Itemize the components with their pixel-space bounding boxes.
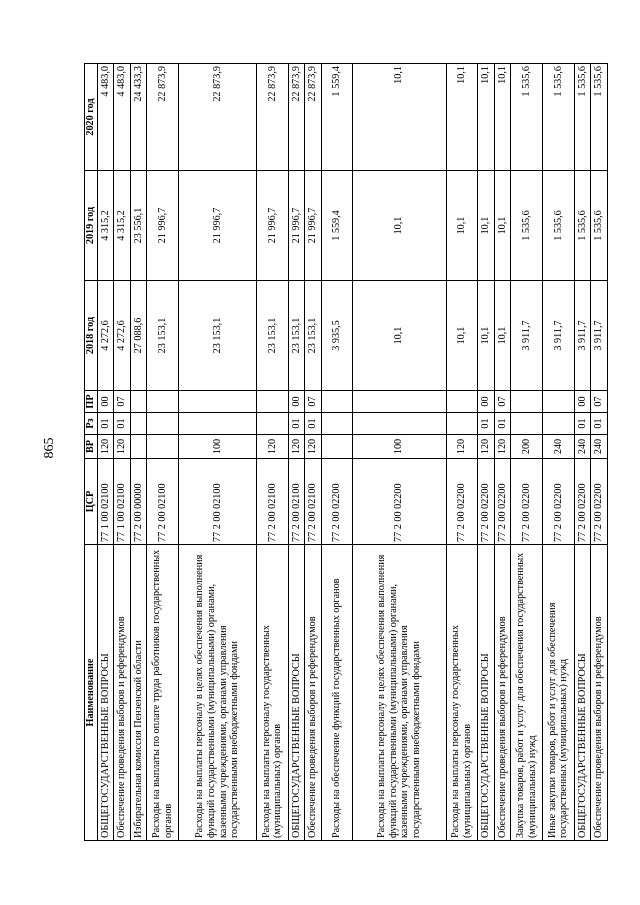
cell-pr: 07 xyxy=(591,391,608,413)
cell-pr: 00 xyxy=(574,391,591,413)
cell-rz: 01 xyxy=(288,413,305,435)
cell-vr: 120 xyxy=(446,435,478,459)
cell-name: ОБЩЕГОСУДАРСТВЕННЫЕ ВОПРОСЫ xyxy=(288,545,305,841)
table-row xyxy=(130,64,147,841)
cell-csr: 77 2 00 02200 xyxy=(591,459,608,545)
cell-2018: 4 272,6 xyxy=(114,281,131,391)
cell-csr: 77 1 00 02100 xyxy=(114,459,131,545)
cell-rz xyxy=(147,413,179,435)
cell-csr: 77 2 00 02200 xyxy=(478,459,495,545)
cell-2019: 21 996,7 xyxy=(179,171,257,281)
cell-2019: 4 315,2 xyxy=(114,171,131,281)
cell-2020: 1 559,4 xyxy=(321,64,352,171)
cell-2019: 21 996,7 xyxy=(305,171,322,281)
cell-pr xyxy=(446,391,478,413)
cell-csr: 77 2 00 02100 xyxy=(147,459,179,545)
rotated-table-container xyxy=(84,64,608,841)
cell-2019: 1 535,6 xyxy=(574,171,591,281)
cell-name: Обеспечение проведения выборов и референдумов xyxy=(591,545,608,841)
cell-2020: 22 873,9 xyxy=(305,64,322,171)
budget-table xyxy=(84,63,608,841)
header-vr: ВР xyxy=(85,435,98,459)
cell-csr: 77 1 00 02100 xyxy=(97,459,114,545)
cell-csr: 77 2 00 00000 xyxy=(130,459,147,545)
cell-name: ОБЩЕГОСУДАРСТВЕННЫЕ ВОПРОСЫ xyxy=(574,545,591,841)
cell-vr: 240 xyxy=(574,435,591,459)
header-2019: 2019 год xyxy=(85,171,98,281)
cell-2020: 22 873,9 xyxy=(256,64,288,171)
cell-2020: 1 535,6 xyxy=(543,64,575,171)
cell-vr: 100 xyxy=(352,435,446,459)
cell-2019: 1 535,6 xyxy=(511,171,543,281)
cell-name: Расходы на выплаты персоналу в целях обеспечения выполнения функций государственными (муниципальными) органами, казенными учреждениями, органами управления государственными внебюджетными фондами xyxy=(179,545,257,841)
cell-pr xyxy=(147,391,179,413)
cell-pr xyxy=(352,391,446,413)
cell-vr: 120 xyxy=(256,435,288,459)
cell-rz xyxy=(543,413,575,435)
table-header-row xyxy=(85,64,98,841)
cell-csr: 77 2 00 02200 xyxy=(321,459,352,545)
cell-pr xyxy=(511,391,543,413)
cell-2020: 4 483,0 xyxy=(114,64,131,171)
cell-vr: 100 xyxy=(179,435,257,459)
cell-name: ОБЩЕГОСУДАРСТВЕННЫЕ ВОПРОСЫ xyxy=(97,545,114,841)
cell-2019: 1 535,6 xyxy=(543,171,575,281)
cell-2020: 4 483,0 xyxy=(97,64,114,171)
cell-name: Обеспечение проведения выборов и референдумов xyxy=(305,545,322,841)
cell-csr: 77 2 00 02200 xyxy=(494,459,511,545)
cell-2019: 21 996,7 xyxy=(288,171,305,281)
cell-rz xyxy=(321,413,352,435)
cell-2018: 3 911,7 xyxy=(511,281,543,391)
table-row xyxy=(446,64,478,841)
header-csr: ЦСР xyxy=(85,459,98,545)
cell-2019: 10,1 xyxy=(446,171,478,281)
cell-2019: 21 996,7 xyxy=(256,171,288,281)
cell-2020: 10,1 xyxy=(446,64,478,171)
header-pr: ПР xyxy=(85,391,98,413)
cell-name: Расходы на выплаты персоналу в целях обеспечения выполнения функций государственными (муниципальными) органами, казенными учреждениями, органами управления государственными внебюджетными фондами xyxy=(352,545,446,841)
cell-pr: 00 xyxy=(97,391,114,413)
header-rz: Рз xyxy=(85,413,98,435)
cell-name: Избирательная комиссия Пензенской области xyxy=(130,545,147,841)
cell-2020: 1 535,6 xyxy=(511,64,543,171)
cell-2020: 10,1 xyxy=(352,64,446,171)
table-row xyxy=(147,64,179,841)
cell-name: Обеспечение проведения выборов и референдумов xyxy=(494,545,511,841)
cell-2018: 3 935,5 xyxy=(321,281,352,391)
cell-pr: 07 xyxy=(494,391,511,413)
cell-vr: 120 xyxy=(305,435,322,459)
cell-vr: 120 xyxy=(494,435,511,459)
cell-rz: 01 xyxy=(97,413,114,435)
cell-2020: 10,1 xyxy=(478,64,495,171)
cell-rz xyxy=(179,413,257,435)
cell-2019: 1 535,6 xyxy=(591,171,608,281)
cell-csr: 77 2 00 02100 xyxy=(305,459,322,545)
cell-2019: 23 556,1 xyxy=(130,171,147,281)
cell-2018: 3 911,7 xyxy=(543,281,575,391)
cell-vr: 120 xyxy=(114,435,131,459)
cell-csr: 77 2 00 02200 xyxy=(446,459,478,545)
table-row xyxy=(511,64,543,841)
cell-csr: 77 2 00 02100 xyxy=(256,459,288,545)
cell-rz: 01 xyxy=(478,413,495,435)
cell-2018: 3 911,7 xyxy=(591,281,608,391)
cell-2018: 4 272,6 xyxy=(97,281,114,391)
table-row xyxy=(574,64,591,841)
cell-name: Расходы на выплаты персоналу государственных (муниципальных) органов xyxy=(256,545,288,841)
cell-2018: 23 153,1 xyxy=(288,281,305,391)
cell-vr: 200 xyxy=(511,435,543,459)
cell-2019: 10,1 xyxy=(494,171,511,281)
cell-csr: 77 2 00 02200 xyxy=(574,459,591,545)
cell-rz: 01 xyxy=(574,413,591,435)
table-row xyxy=(179,64,257,841)
cell-rz xyxy=(256,413,288,435)
cell-vr: 120 xyxy=(478,435,495,459)
cell-2018: 23 153,1 xyxy=(179,281,257,391)
cell-rz: 01 xyxy=(591,413,608,435)
table-row xyxy=(494,64,511,841)
cell-vr: 240 xyxy=(591,435,608,459)
cell-pr: 07 xyxy=(114,391,131,413)
cell-vr: 120 xyxy=(288,435,305,459)
cell-name: ОБЩЕГОСУДАРСТВЕННЫЕ ВОПРОСЫ xyxy=(478,545,495,841)
cell-name: Расходы на обеспечение функций государственных органов xyxy=(321,545,352,841)
cell-2018: 10,1 xyxy=(494,281,511,391)
cell-csr: 77 2 00 02200 xyxy=(352,459,446,545)
cell-rz: 01 xyxy=(305,413,322,435)
cell-rz xyxy=(352,413,446,435)
cell-vr xyxy=(147,435,179,459)
cell-2019: 1 559,4 xyxy=(321,171,352,281)
table-row xyxy=(591,64,608,841)
cell-rz xyxy=(130,413,147,435)
cell-vr: 240 xyxy=(543,435,575,459)
cell-2018: 23 153,1 xyxy=(256,281,288,391)
header-name: Наименование xyxy=(85,545,98,841)
table-row xyxy=(352,64,446,841)
cell-name: Расходы на выплаты по оплате труда работников государственных органов xyxy=(147,545,179,841)
cell-2019: 10,1 xyxy=(478,171,495,281)
cell-2020: 10,1 xyxy=(494,64,511,171)
table-row xyxy=(478,64,495,841)
cell-2020: 22 873,9 xyxy=(147,64,179,171)
table-row xyxy=(114,64,131,841)
cell-2018: 27 088,6 xyxy=(130,281,147,391)
cell-2018: 10,1 xyxy=(352,281,446,391)
cell-pr: 00 xyxy=(478,391,495,413)
cell-pr: 07 xyxy=(305,391,322,413)
cell-2019: 4 315,2 xyxy=(97,171,114,281)
table-row xyxy=(305,64,322,841)
cell-pr xyxy=(543,391,575,413)
cell-pr xyxy=(179,391,257,413)
cell-rz: 01 xyxy=(494,413,511,435)
cell-2020: 22 873,9 xyxy=(288,64,305,171)
cell-2020: 22 873,9 xyxy=(179,64,257,171)
cell-name: Обеспечение проведения выборов и референдумов xyxy=(114,545,131,841)
cell-vr xyxy=(130,435,147,459)
cell-2018: 23 153,1 xyxy=(305,281,322,391)
table-row xyxy=(256,64,288,841)
cell-vr xyxy=(321,435,352,459)
cell-rz xyxy=(511,413,543,435)
cell-csr: 77 2 00 02200 xyxy=(511,459,543,545)
cell-2018: 10,1 xyxy=(446,281,478,391)
table-row xyxy=(321,64,352,841)
cell-2020: 1 535,6 xyxy=(591,64,608,171)
cell-2018: 3 911,7 xyxy=(574,281,591,391)
table-row xyxy=(97,64,114,841)
cell-2020: 1 535,6 xyxy=(574,64,591,171)
cell-rz xyxy=(446,413,478,435)
cell-pr xyxy=(256,391,288,413)
cell-vr: 120 xyxy=(97,435,114,459)
cell-csr: 77 2 00 02200 xyxy=(543,459,575,545)
table-row xyxy=(543,64,575,841)
cell-rz: 01 xyxy=(114,413,131,435)
cell-2018: 23 153,1 xyxy=(147,281,179,391)
header-2018: 2018 год xyxy=(85,281,98,391)
cell-pr: 00 xyxy=(288,391,305,413)
cell-name: Иные закупки товаров, работ и услуг для обеспечения государственных (муниципальных) нужд xyxy=(543,545,575,841)
cell-name: Расходы на выплаты персоналу государственных (муниципальных) органов xyxy=(446,545,478,841)
page-number: 865 xyxy=(42,437,57,459)
table-row xyxy=(288,64,305,841)
cell-2020: 24 433,3 xyxy=(130,64,147,171)
cell-csr: 77 2 00 02100 xyxy=(288,459,305,545)
cell-pr xyxy=(130,391,147,413)
cell-name: Закупка товаров, работ и услуг для обеспечения государственных (муниципальных) нужд xyxy=(511,545,543,841)
cell-2018: 10,1 xyxy=(478,281,495,391)
cell-csr: 77 2 00 02100 xyxy=(179,459,257,545)
cell-2019: 10,1 xyxy=(352,171,446,281)
header-2020: 2020 год xyxy=(85,64,98,171)
cell-pr xyxy=(321,391,352,413)
cell-2019: 21 996,7 xyxy=(147,171,179,281)
